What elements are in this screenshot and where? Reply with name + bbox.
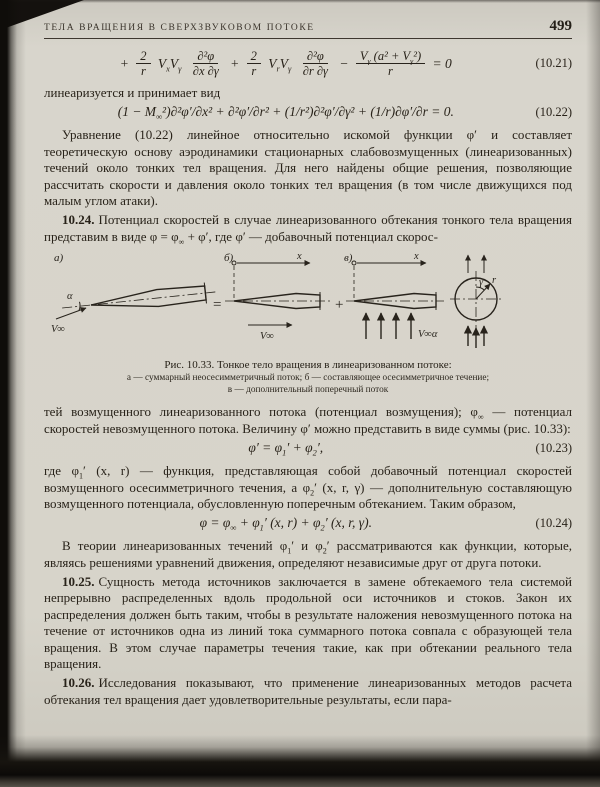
- scan-edge-left: [0, 0, 26, 787]
- running-title: ТЕЛА ВРАЩЕНИЯ В СВЕРХЗВУКОВОМ ПОТОКЕ: [44, 23, 315, 33]
- label-diagram-a: а): [54, 252, 64, 264]
- label-gamma: γ: [479, 277, 484, 288]
- figure-10-33: [44, 249, 572, 396]
- equation-10-23-number: (10.23): [535, 440, 572, 455]
- scan-edge-top: [0, 0, 600, 3]
- figure-diagram-v: [344, 251, 444, 340]
- label-diagram-b: б): [224, 252, 234, 264]
- section-number-10-26: 10.26.: [62, 675, 95, 691]
- page-number: 499: [549, 18, 572, 34]
- equation-10-24-body: $\varphi = \varphi_\infty + \varphi_1'$ (x, $r) + \varphi_2'$ (x, r, γ).: [199, 515, 372, 534]
- label-radius: r: [492, 275, 497, 286]
- equation-10-24: [44, 515, 572, 534]
- label-x-axis-b: x: [297, 251, 302, 262]
- equation-10-23-body: $\varphi' = \varphi_1' + \varphi_2'$,: [248, 440, 324, 458]
- paragraph-10-26: 10.26. Исследования показывают, что применение линеаризованных методов расчета обтекания тел вращения дает удовлетворительные результаты, если пара-: [44, 675, 572, 707]
- label-v-infinity-b: V∞: [260, 331, 274, 342]
- running-head: [44, 18, 572, 35]
- paragraph-10-25: 10.25. Сущность метода источников заключается в замене обтекаемого тела системой непрерывно распределенных вдоль продольной оси источников и стоков. Закон их распределения должен быть таким, чтобы в результате наложения невозмущенного потока на течение от источников одна из линий тока суммарного потока совпала с образующей тела вращения. В этом случае параметры течения такие, как при обтекании реального тела вращения.: [44, 574, 572, 671]
- scan-edge-bottom: [0, 735, 600, 787]
- figure-diagram-b: [224, 251, 330, 342]
- label-x-axis-v: x: [414, 251, 419, 262]
- paragraph-10-24: 10.24. Потенциал скоростей в случае линеаризованного обтекания тонкого тела вращения представим в виде $\varphi = \varphi_\infty + \varphi'$, где φ′ — добавочный потенциал скорос-: [44, 212, 572, 247]
- section-number-10-25: 10.25.: [62, 574, 95, 590]
- equals-sign: =: [213, 297, 222, 313]
- figure-diagram-a: [51, 252, 218, 335]
- label-v-infinity-a: V∞: [51, 324, 65, 335]
- paragraph-potential-continuation: тей возмущенного линеаризованного потока (потенциал возмущения); $\varphi_\infty$ — потенциал скоростей невозмущенного потока. Величину φ′ можно представить в виде суммы (рис. 10.33):: [44, 404, 572, 436]
- figure-caption: [44, 358, 572, 396]
- header-rule: [44, 38, 572, 39]
- figure-10-33-drawing: [48, 249, 518, 349]
- figure-caption-line3: в — дополнительный поперечный поток: [227, 385, 389, 396]
- equation-10-21: [44, 49, 572, 78]
- figure-caption-line2: а — суммарный неосесимметричный поток; б — составляющее осесимметричное течение;: [126, 373, 490, 384]
- scan-edge-right: [586, 0, 600, 787]
- label-diagram-v: в): [344, 252, 353, 264]
- paragraph-phi-definitions: где $\varphi_1'$ (x, r) — функция, представляющая собой добавочный потенциал скоростей возмущенного осесимметричного течения, а $\varphi_2'$ (x, r, γ) — дополнительную составляющую возмущенного потенциала, обусловленную поперечным обтеканием. Таким образом,: [44, 463, 572, 511]
- paragraph-linearizes: линеаризуется и принимает вид: [44, 85, 221, 100]
- page-content: [44, 18, 572, 711]
- figure-cross-section: [450, 255, 502, 348]
- equation-10-23: [44, 440, 572, 456]
- plus-sign: +: [335, 297, 344, 313]
- paragraph-eq-discussion: Уравнение (10.22) линейное относительно искомой функции φ′ и составляет теоретическую основу аэродинамики стационарных слабовозмущенных (линеаризованных) течений около тонких тел вращения. Для него найдены общие решения, позволяющие рассчитать скорости и давления около тонких тел вращения (в том числе движущихся под малым углом атаки).: [44, 127, 572, 208]
- equation-10-24-number: (10.24): [535, 515, 572, 530]
- equation-10-22-body: $(1 - M_\infty^2)\partial^2\varphi'/\partial x^2 + \partial^2\varphi'/\partial r^2 + (1/r^2)\partial^2\varphi'/\partial\gamma^2 + (1/r)\partial\varphi'/\partial r = 0$.: [117, 104, 454, 123]
- equation-10-22: [44, 104, 572, 123]
- figure-caption-title: Рис. 10.33. Тонкое тело вращения в линеаризованном потоке:: [164, 359, 452, 371]
- equation-10-22-number: (10.22): [535, 104, 572, 119]
- label-alpha: α: [67, 291, 73, 302]
- equation-10-21-body: + $\frac{2}{r}$ $V_xV_\gamma$ $\frac{\text{∂²φ}}{\partial x \partial\gamma}$ + $\frac{2}{r}$ $V_rV_\gamma$ $\frac{\text{∂²φ}}{\partial r \partial\gamma}$ − $\frac{V_\gamma (a^2 + V_\gamma^2)}{r}$ = 0: [119, 49, 452, 78]
- paragraph-linearized-theory: В теории линеаризованных течений $\varphi_1'$ и $\varphi_2'$ рассматриваются как функции, которые, являясь решениями уравнений движения, определяют независимые друг от друга потоки.: [44, 538, 572, 570]
- label-v-cross: V∞α: [418, 329, 438, 340]
- equation-10-21-number: (10.21): [535, 56, 572, 70]
- section-number-10-24: 10.24.: [62, 212, 95, 228]
